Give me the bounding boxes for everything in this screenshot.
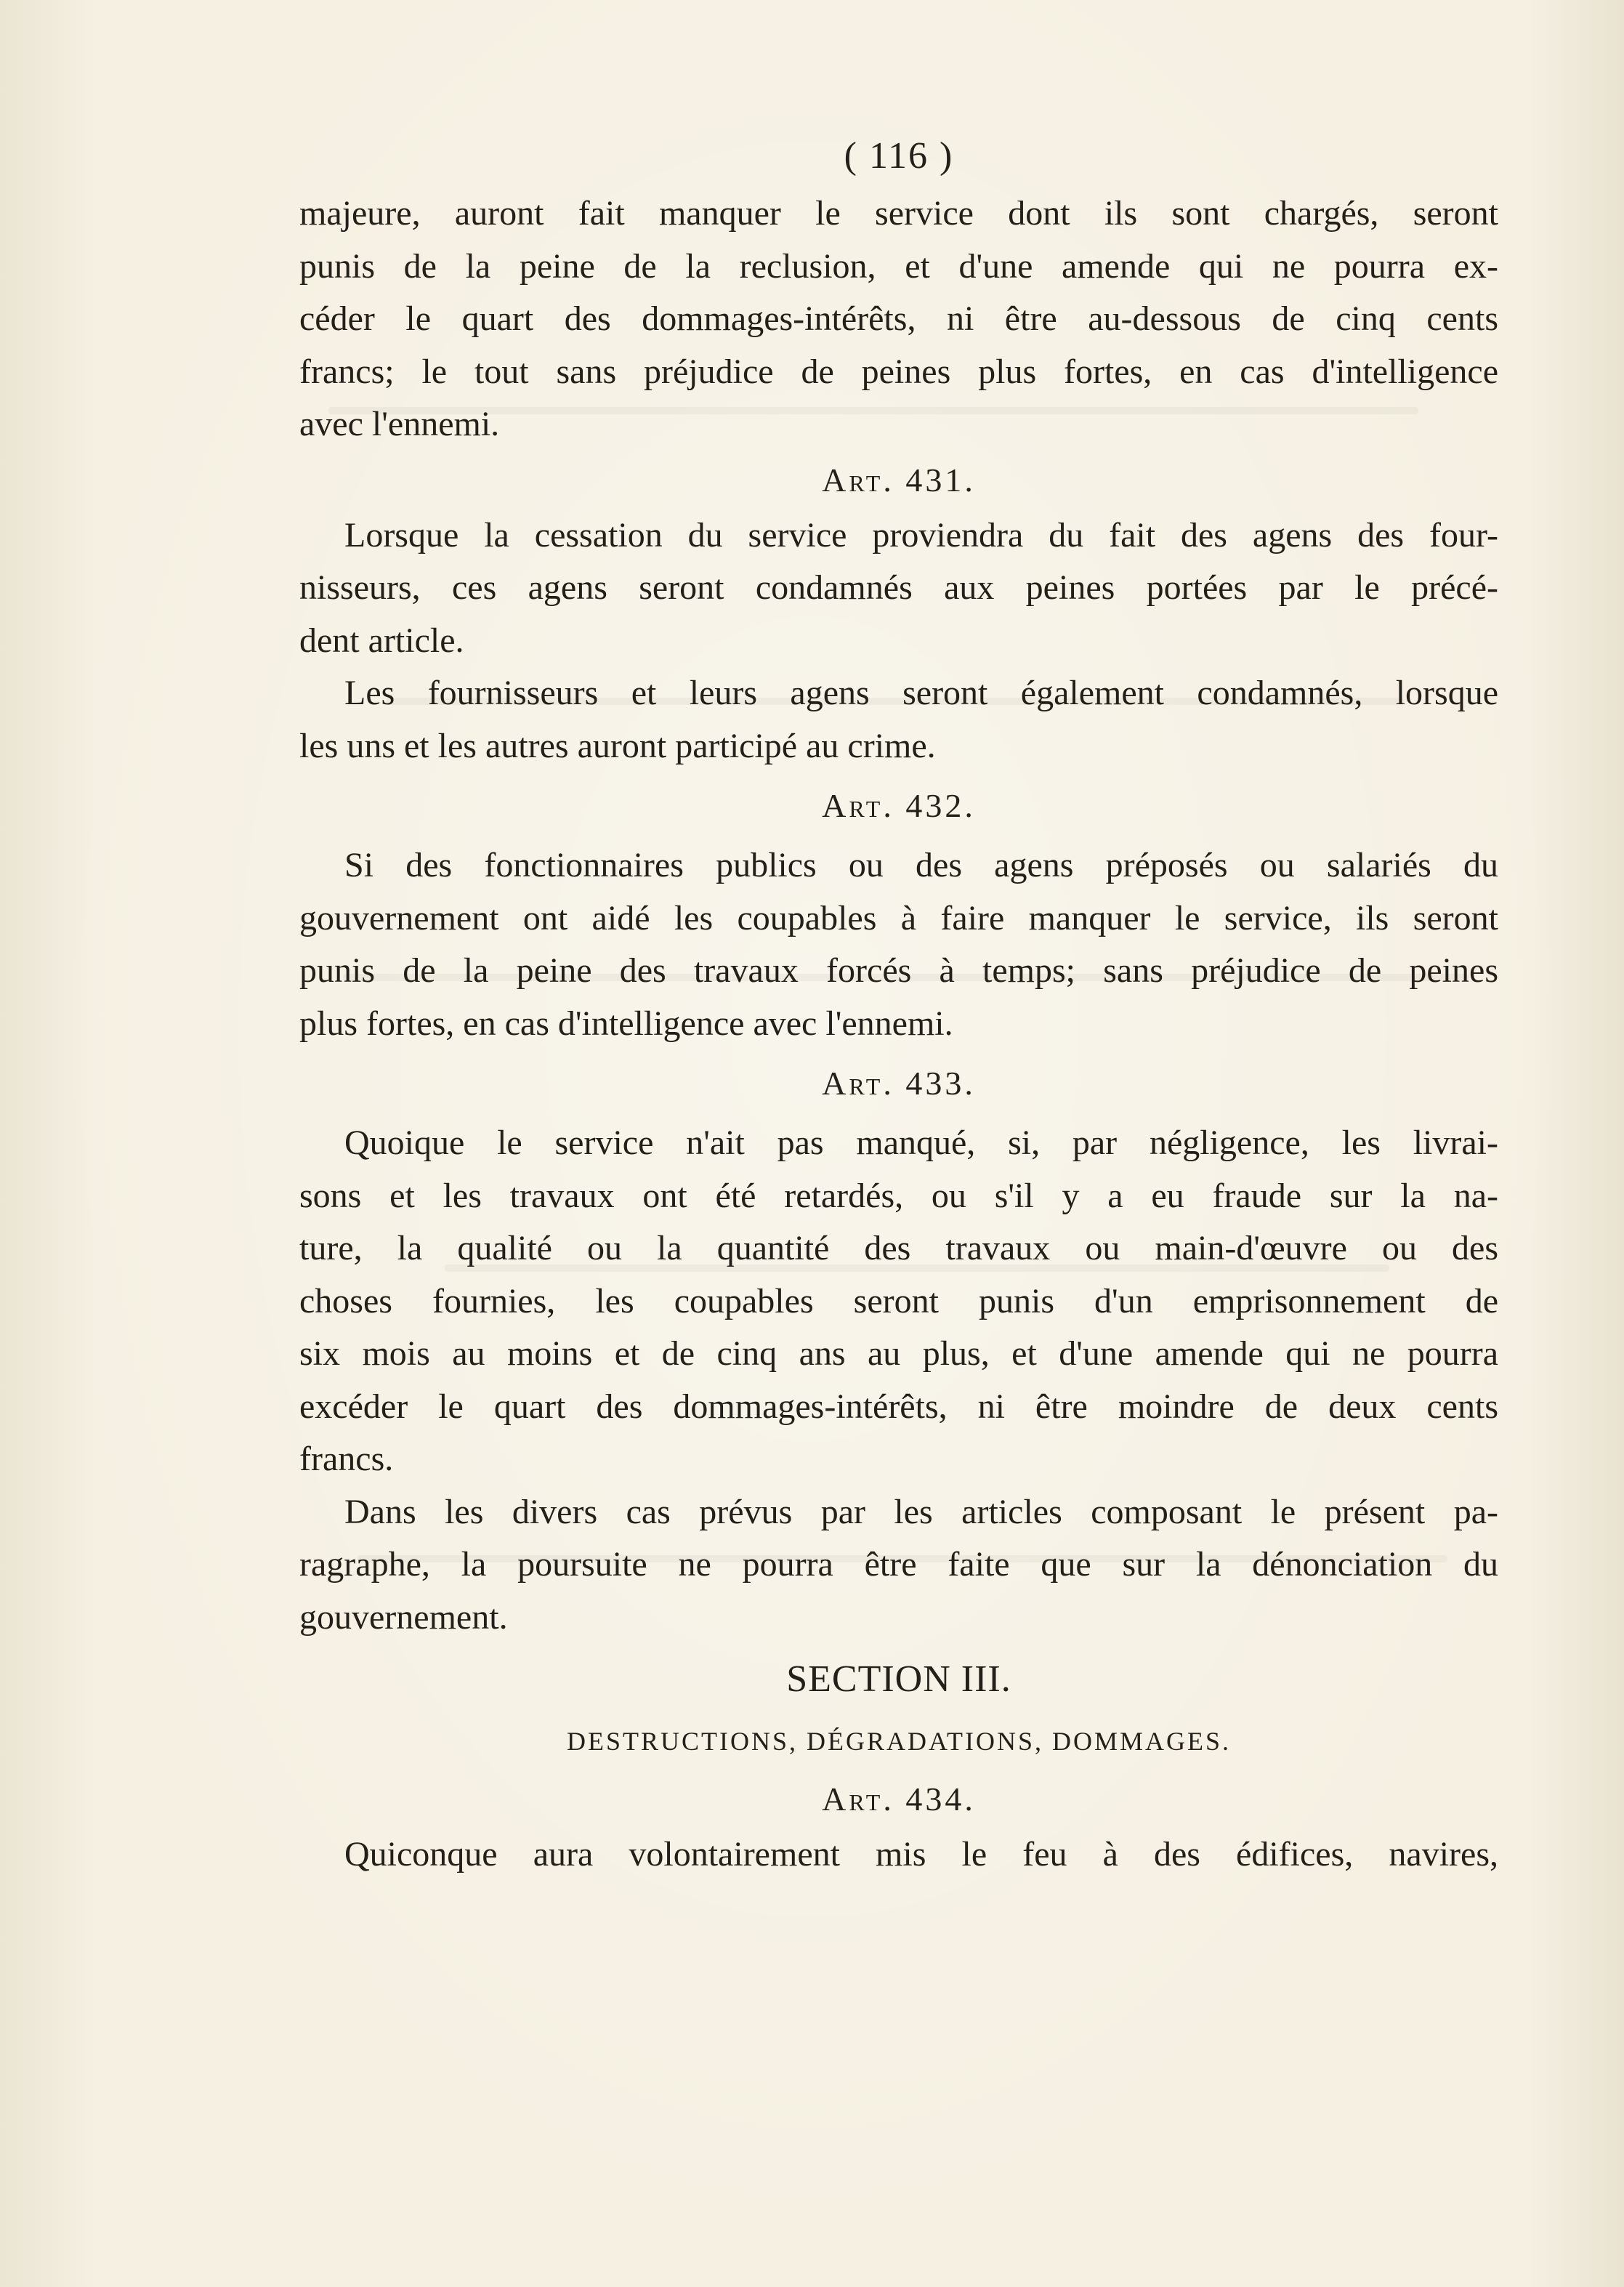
text-line: francs. (299, 1440, 394, 1478)
section-title: SECTION III. (786, 1658, 1011, 1700)
text-line: Dans les divers cas prévus par les articles composant le présent pa- (344, 1492, 1498, 1531)
text-line: gouvernement. (299, 1597, 508, 1637)
text-line: céder le quart des dommages-intérêts, ni être au-dessous de cinq cents (299, 299, 1498, 338)
text-line: Lorsque la cessation du service proviendra du fait des agens des four- (344, 515, 1498, 554)
text-line: six mois au moins et de cinq ans au plus, et d'une amende qui ne pourra (299, 1334, 1498, 1373)
text-line: sons et les travaux ont été retardés, ou s'il y a eu fraude sur la na- (299, 1176, 1498, 1215)
page-number: ( 116 ) (844, 135, 954, 177)
text-line: punis de la peine de la reclusion, et d'une amende qui ne pourra ex- (299, 246, 1498, 286)
text-line: dent article. (299, 621, 464, 660)
text-line: Si des fonctionnaires publics ou des agens préposés ou salariés du (344, 846, 1498, 884)
text-line: Les fournisseurs et leurs agens seront également condamnés, lorsque (344, 674, 1498, 712)
section-subtitle: DESTRUCTIONS, DÉGRADATIONS, DOMMAGES. (566, 1727, 1232, 1756)
article-heading-433: Art. 433. (822, 1065, 976, 1102)
text-line: les uns et les autres auront participé au crime. (299, 726, 936, 765)
paragraph-7 (299, 1828, 1498, 1881)
text-line: ragraphe, la poursuite ne pourra être faite que sur la dénonciation du (299, 1545, 1498, 1584)
article-heading-431: Art. 431. (822, 461, 976, 499)
paragraph-6 (299, 1486, 1498, 1645)
text-line: ture, la qualité ou la quantité des travaux ou main-d'œuvre ou des (299, 1229, 1498, 1267)
paragraph-2 (299, 509, 1498, 668)
text-line: francs; le tout sans préjudice de peines plus fortes, en cas d'intelligence (299, 352, 1498, 391)
paragraph-4 (299, 839, 1498, 1050)
text-line: avec l'ennemi. (299, 405, 500, 443)
text-line: excéder le quart des dommages-intérêts, ni être moindre de deux cents (299, 1387, 1498, 1426)
paragraph-1 (299, 187, 1498, 451)
text-line: Quoique le service n'ait pas manqué, si, par négligence, les livrai- (344, 1124, 1498, 1162)
paragraph-5 (299, 1117, 1498, 1486)
article-heading-432: Art. 432. (822, 787, 976, 824)
text-line: punis de la peine des travaux forcés à temps; sans préjudice de peines (299, 951, 1498, 990)
text-line: choses fournies, les coupables seront punis d'un emprisonnement de (299, 1281, 1498, 1320)
text-line: majeure, auront fait manquer le service dont ils sont chargés, seront (299, 194, 1498, 233)
text-line: plus fortes, en cas d'intelligence avec l'ennemi. (299, 1004, 953, 1043)
text-line: gouvernement ont aidé les coupables à faire manquer le service, ils seront (299, 898, 1498, 937)
text-line: nisseurs, ces agens seront condamnés aux peines portées par le précé- (299, 568, 1498, 607)
page-text (299, 125, 1498, 1881)
paragraph-3 (299, 667, 1498, 773)
article-heading-434: Art. 434. (822, 1780, 976, 1818)
text-line: Quiconque aura volontairement mis le feu à des édifices, navires, (344, 1835, 1498, 1873)
